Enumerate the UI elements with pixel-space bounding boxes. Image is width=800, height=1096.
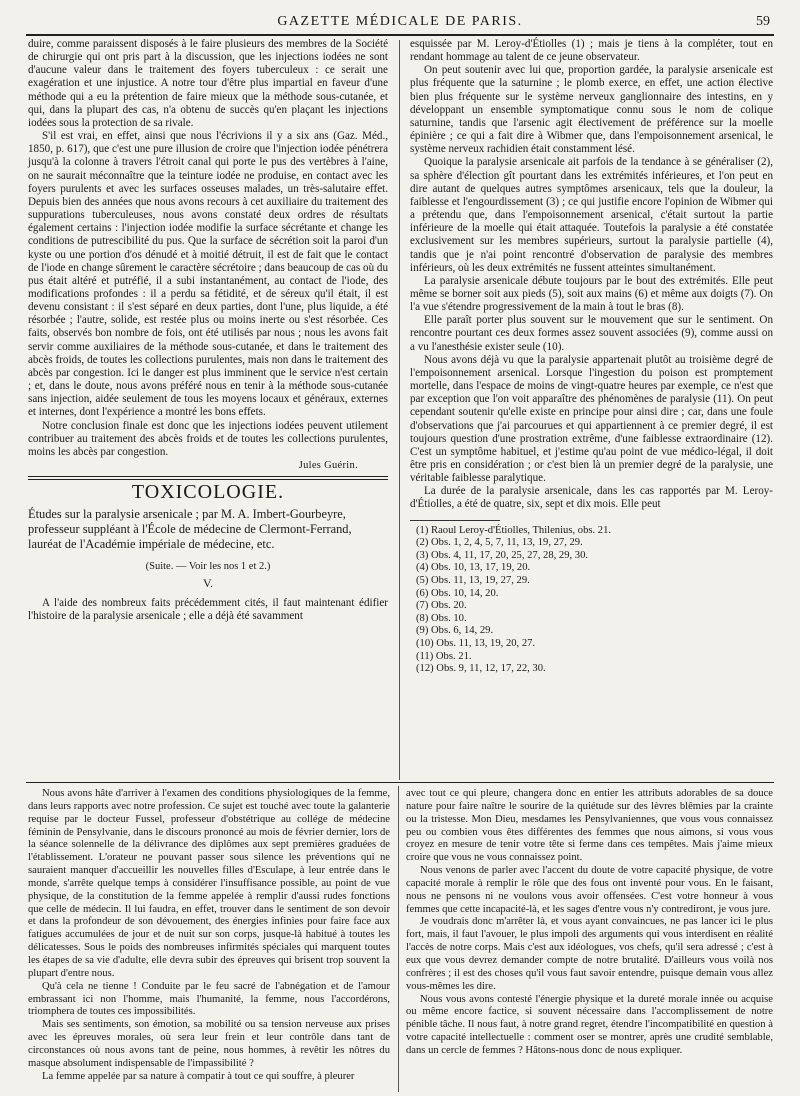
- footnote: (7) Obs. 20.: [416, 600, 467, 612]
- paragraph: La paralysie arsenicale débute toujours par le bout des extrémités. Elle peut même se borner soit aux pieds (5), soit aux mains (6) et même aux doigts (7). On l'a vue s'étendre progressivement de la main à tout le bras (8).: [410, 274, 773, 314]
- paragraph: esquissée par M. Leroy-d'Étiolles (1) ; mais je tiens à la compléter, tout en rendant hommage au talent de ce jeune observateur.: [410, 38, 773, 64]
- paragraph: Elle paraît porter plus souvent sur le mouvement que sur le sentiment. On rencontre pourtant ces deux formes assez souvent associées (9), comme aussi on a vu l'anesthésie exister seule (10).: [410, 314, 773, 353]
- column-divider: [399, 40, 400, 780]
- feuilleton-column-divider: [398, 786, 399, 1092]
- paragraph: Nous venons de parler avec l'accent du doute de votre capacité physique, de votre capacité morale à remplir le rôle que des fous ont inventé pour vous. En le faisant, nous ne pensons ni ne voulons vous avoir offensées. C'est votre honneur à vous femmes que cette incapacité-là, et les sages d'entre vous n'y contrediront, je vous jure.: [406, 865, 773, 915]
- paragraph: avec tout ce qui pleure, changera donc en entier les attributs adorables de sa douce nature pour faire naître le sourire de la quiétude sur des lèvres blêmies par la crainte ou la tristesse. Mon Dieu, mesdames les Pensylvaniennes, que vous vous connaissez peu ou combien vous êtes différentes des femmes que nous aimons, si vous vous croyez en mesure de tenir votre tête si ferme dans ces tempêtes. Mais j'aime mieux croire que vous ne vous connaissez point.: [406, 788, 773, 864]
- feuilleton-right-column: [406, 788, 773, 1058]
- footnote: (1) Raoul Leroy-d'Étiolles, Thilenius, obs. 21.: [416, 524, 612, 536]
- journal-title: GAZETTE MÉDICALE DE PARIS.: [277, 14, 523, 29]
- paragraph: On peut soutenir avec lui que, proportion gardée, la paralysie arsenicale est plus fréquente que la saturnine ; le plomb exerce, en effet, une action élective bien plus fréquente sur le système nerveux ganglionnaire des intestins, en y développant un ensemble symptomatique connu sous le nom de colique saturnine, tandis que l'arsenic agit électivement de préférence sur la moelle épinière ; ce qui a fait dire à Wibmer que, dans l'empoisonnement arsenical, le système nerveux rachidien était constamment lésé.: [410, 64, 773, 156]
- footnote: (2) Obs. 1, 2, 4, 5, 7, 11, 13, 19, 27, 29.: [416, 537, 583, 549]
- section-title: TOXICOLOGIE.: [131, 481, 285, 504]
- page-header: [26, 12, 774, 36]
- paragraph: Notre conclusion finale est donc que les injections iodées peuvent utilement contribuer au traitement des abcès froids et de toutes les collections purulentes, moins les abcès par congestion.: [28, 419, 388, 458]
- chapter-number: V.: [202, 576, 214, 591]
- section-separator: [28, 476, 388, 480]
- paragraph: Qu'à cela ne tienne ! Conduite par le feu sacré de l'abnégation et de l'amour embrassant ici non l'homme, mais l'humanité, la femme, nous l'accordérons, triomphera de toutes ces impossibilités.: [28, 980, 390, 1018]
- footnote: (11) Obs. 21.: [416, 650, 472, 662]
- feuilleton-left-column: [28, 788, 390, 1083]
- paragraph: Je voudrais donc m'arrêter là, et vous ayant convaincues, ne pas lancer ici le plus fort, mais, il faut l'avouer, le plus impoli des arguments qui vous interdisent en réalité l'accès de notre corps. Mais c'est aux idéologues, vos chefs, qu'il sera adressé ; c'est à eux que vous devrez demander compte de notre brutalité. D'ailleurs vous voilà nos confrères ; il est des choses qu'il vous faut savoir entendre, puisque demain vous allez vous-mêmes les dire.: [406, 916, 773, 992]
- paragraph: Nous avons déjà vu que la paralysie appartenait plutôt au troisième degré de l'empoisonnement arsenical. Lorsque l'ingestion du poison est promptement mortelle, dans l'espace de moins de vingt-quatre heures par exemple, ce n'est que par exception que l'on voit apparaître des phénomènes de paralysie (11). On peut cependant soutenir qu'elle existe en principe pour ainsi dire ; car, dans une foule d'observations que j'ai parcourues et qui appartiennent à ce premier degré, il est toujours question d'une prostration extrême, d'une faiblesse extraordinaire (12). C'est un symptôme habituel, et j'estime qu'au point de vue médico-légal, il doit être pris en considération ; or c'est bien là un premier degré de la paralysie, une véritable faiblesse paralytique.: [410, 353, 773, 485]
- footnote-rule: [410, 520, 500, 521]
- footnote: (12) Obs. 9, 11, 12, 17, 22, 30.: [416, 663, 546, 675]
- footnote: (6) Obs. 10, 14, 20.: [416, 587, 499, 599]
- paragraph: La durée de la paralysie arsenicale, dans les cas rapportés par M. Leroy-d'Étiolles, a été de quatre, six, sept et dix mois. Elle peut: [410, 485, 773, 511]
- footnote: (9) Obs. 6, 14, 29.: [416, 625, 494, 637]
- page-number: 59: [756, 14, 770, 29]
- paragraph: Nous avons hâte d'arriver à l'examen des conditions physiologiques de la femme, dans leurs rapports avec notre profession. Ce sujet est touché avec toute la galanterie requise par le docteur Fussel, professeur d'obstétrique au collége de médecine féminin de Pensylvanie, dans le discours prononcé au mois de février dernier, lors de la séance solennelle de la délivrance des diplômes aux sept premières graduées de l'établissement. L'orateur ne pouvant passer sous silence les préventions qui ne sauraient manquer d'accueillir les nouvelles filles d'Esculape, à leur entrée dans le monde, s'arrête quelque temps à considérer l'insuffisance possible, au point de vue physique, de la constitution de la femme appelée à remplir d'aussi rudes fonctions que celle de médecin. Il lui faudra, en effet, trouver dans le sentiment de son devoir et dans la profondeur de son dévouement, des énergies infinies pour faire face aux fatigues accumulées de jour et de nuit sur son corps, jusque-là habitué à toutes les délicatesses. Sous le poids des nombreuses infirmités spéciales qui marquent toutes les étapes de sa vie d'adulte, elle devra subir des épreuves qui brisent trop souvent la plupart d'entre nous.: [28, 788, 390, 979]
- footnote: (8) Obs. 10.: [416, 612, 467, 624]
- paragraph: S'il est vrai, en effet, ainsi que nous l'écrivions il y a six ans (Gaz. Méd., 1850, p. 617), que c'est une pure illusion de croire que l'injection iodée pénétrera jusqu'à la colonne à travers l'étroit canal qui porte le pus des vertèbres à l'aine, on ne saurait méconnaître que la teinture iodée ne produise, en contact avec les foyers purulents et avec les surfaces osseuses malades, un très-salutaire effet. Depuis bien des années que nous avons recours à cet auxiliaire du traitement des suppurations tuberculeuses, nous avons constaté deux ordres de résultats également certains : l'injection iodée modifie la surface sécrétante et change les conditions de putrescibilité du pus. Que la surface de sécrétion soit la paroi d'un kyste ou une portion d'os dénudé et à moitié détruit, il est de fait que le contact de l'iode en change sûrement le caractère sécrétoire ; dans beaucoup de cas où du pus était altéré et putréfié, il a subi instantanément, au contact de l'iode, des modifications profondes : il a perdu sa fétidité, et de séreux qu'il était, il est devenu consistant : il s'est séparé en deux parties, dont l'une, plus liquide, a été résorbée ; l'autre, solide, est restée plus ou moins inerte ou s'est résorbée. Ces faits, observés bon nombre de fois, ont été utilisés par nous ; nous les avons fait servir comme auxiliaires de la méthode sous-cutanée, et dans le traitement des abcès froids, de toutes les collections purulentes, mais non dans le traitement des abcès par congestion. Ici le danger est plus imminent que le service n'est certain ; et, dans le doute, nous avons préféré nous en tenir à la méthode sous-cutanée sans injection, aidée seulement de tous les moyens locaux et généraux, externes et internes, dont l'expérience a montré les bons effets.: [28, 130, 388, 419]
- paragraph: Quoique la paralysie arsenicale ait parfois de la tendance à se généraliser (2), sa sphère d'élection gît pourtant dans les extrémités inférieures, et l'on peut en dire autant de quelques autres symptômes arsenicaux, tels que la douleur, la faiblesse et l'engourdissement (3) ; ce qui justifie encore l'opinion de Wibmer qui a prétendu que, dans l'empoisonnement arsenical, c'était surtout la partie inférieure de la moelle qui était attaquée. Toutefois la paralysie a été constatée exclusivement sur les membres supérieurs, surtout la paralysie partielle (4), tandis que je n'ai point rencontré d'observation de paralysie des membres inférieurs, où les deux extrémités ne fussent atteintes simultanément.: [410, 156, 773, 274]
- right-column: [410, 38, 773, 676]
- continuation-note: (Suite. — Voir les nos 1 et 2.): [145, 561, 271, 573]
- paragraph: duire, comme paraissent disposés à le faire plusieurs des membres de la Société de chirurgie qui ont pris part à la discussion, que les injections iodées ne sont d'aucune valeur dans le traitement des foyers tuberculeux : ce serait une exagération et une injustice. A notre tour d'être plus impartial en faveur d'une méthode qui a eu la prétention de faire mieux que la méthode sous-cutanée, et qui, dans la plupart des cas, n'a obtenu de succès qu'en plaçant les injections iodées sous la protection de sa rivale.: [28, 38, 388, 129]
- left-column: [28, 38, 388, 623]
- feuilleton-separator: [26, 782, 774, 783]
- author-signature: Jules Guérin.: [298, 460, 358, 471]
- paragraph: Nous vous avons contesté l'énergie physique et la dureté morale innée ou acquise ou même encore factice, si souvent nécessaire dans l'accomplissement de notre pénible tâche. Il nous faut, à notre grand regret, étendre l'incompatibilité en question à votre capacité intellectuelle : comment oser se montrer, après une crudité semblable, dans un cercle de femmes ? Hâtons-nous donc de nous expliquer.: [406, 993, 773, 1056]
- paragraph: A l'aide des nombreux faits précédemment cités, il faut maintenant édifier l'histoire de la paralysie arsenicale ; elle a déjà été savamment: [28, 596, 388, 622]
- paragraph: Mais ses sentiments, son émotion, sa mobilité ou sa tension nerveuse aux prises avec les épreuves morales, où sera leur frein et leur contrôle dans tant de circonstances où nous avons tant de peine, nous hommes, à revêtir les nôtres du masque absolument indispensable de l'impassibilité ?: [28, 1019, 390, 1069]
- article-heading: Études sur la paralysie arsenicale ; par M. A. Imbert-Gourbeyre, professeur suppléant à l'École de médecine de Clermont-Ferrand, lauréat de l'Académie impériale de médecine, etc.: [28, 507, 352, 552]
- footnote: (4) Obs. 10, 13, 17, 19, 20.: [416, 562, 531, 574]
- footnote: (5) Obs. 11, 13, 19, 27, 29.: [416, 575, 530, 586]
- paragraph: La femme appelée par sa nature à compatir à tout ce qui souffre, à pleurer: [42, 1070, 355, 1082]
- footnote: (10) Obs. 11, 13, 19, 20, 27.: [416, 637, 536, 649]
- footnote: (3) Obs. 4, 11, 17, 20, 25, 27, 28, 29, 30.: [416, 549, 589, 561]
